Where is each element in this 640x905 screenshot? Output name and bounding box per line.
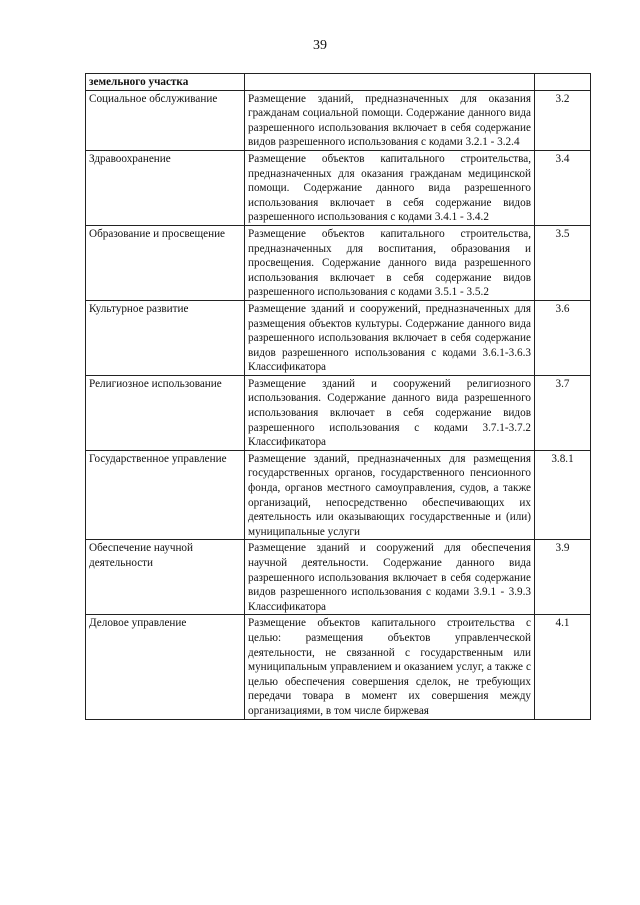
table-row — [86, 300, 591, 375]
use-name: Религиозное использование — [86, 375, 245, 450]
use-description: Размещение зданий, предназначенных для размещения государственных органов, государственного пенсионного фонда, органов местного самоуправления, судов, а также организаций, непосредственно обеспечивающих их деятельность или оказывающих государственные и (или) муниципальные услуги — [245, 450, 535, 540]
use-code: 4.1 — [535, 615, 591, 719]
use-description: Размещение зданий и сооружений религиозного использования. Содержание данного вида разрешенного использования включает в себя содержание видов разрешенного использования с кодами 3.7.1-3.7.2 Классификатора — [245, 375, 535, 450]
table-row — [86, 90, 591, 150]
table-row — [86, 450, 591, 540]
header-empty-cell — [245, 74, 535, 91]
use-description: Размещение зданий и сооружений для обеспечения научной деятельности. Содержание данного вида разрешенного использования включает в себя содержание видов разрешенного использования с кодами 3.9.1 - 3.9.3 Классификатора — [245, 540, 535, 615]
use-code: 3.9 — [535, 540, 591, 615]
use-name: Обеспечение научной деятельности — [86, 540, 245, 615]
use-description: Размещение объектов капитального строительства, предназначенных для воспитания, образования и просвещения. Содержание данного вида разрешенного использования включает в себя содержание видов разрешенного использования с кодами 3.5.1 - 3.5.2 — [245, 225, 535, 300]
table-row — [86, 375, 591, 450]
header-empty-cell — [535, 74, 591, 91]
page-number: 39 — [313, 38, 327, 53]
use-code: 3.8.1 — [535, 450, 591, 540]
use-description: Размещение объектов капитального строительства, предназначенных для оказания гражданам медицинской помощи. Содержание данного вида разрешенного использования включает в себя содержание видов разрешенного использования с кодами 3.4.1 - 3.4.2 — [245, 150, 535, 225]
use-code: 3.5 — [535, 225, 591, 300]
use-name: Здравоохранение — [86, 150, 245, 225]
table-header-continuation — [86, 74, 591, 91]
use-code: 3.2 — [535, 90, 591, 150]
use-name: Образование и просвещение — [86, 225, 245, 300]
use-description: Размещение зданий и сооружений, предназначенных для размещения объектов культуры. Содержание данного вида разрешенного использования включает в себя содержание видов разрешенного использования с кодами 3.6.1-3.6.3 Классификатора — [245, 300, 535, 375]
table-row — [86, 225, 591, 300]
use-description: Размещение объектов капитального строительства с целью: размещения объектов управленческой деятельности, не связанной с государственным или муниципальным управлением и оказанием услуг, а также с целью обеспечения совершения сделок, не требующих передачи товара в момент их совершения между организациями, в том числе биржевая — [245, 615, 535, 719]
use-name: Государственное управление — [86, 450, 245, 540]
header-fragment: земельного участка — [86, 74, 245, 91]
table-row — [86, 150, 591, 225]
table-row — [86, 540, 591, 615]
use-name: Деловое управление — [86, 615, 245, 719]
use-code: 3.6 — [535, 300, 591, 375]
use-name: Социальное обслуживание — [86, 90, 245, 150]
use-code: 3.4 — [535, 150, 591, 225]
use-name: Культурное развитие — [86, 300, 245, 375]
table-row — [86, 615, 591, 719]
land-use-table — [85, 73, 591, 720]
use-code: 3.7 — [535, 375, 591, 450]
use-description: Размещение зданий, предназначенных для оказания гражданам социальной помощи. Содержание данного вида разрешенного использования включает в себя содержание видов разрешенного использования с кодами 3.2.1 - 3.2.4 — [245, 90, 535, 150]
